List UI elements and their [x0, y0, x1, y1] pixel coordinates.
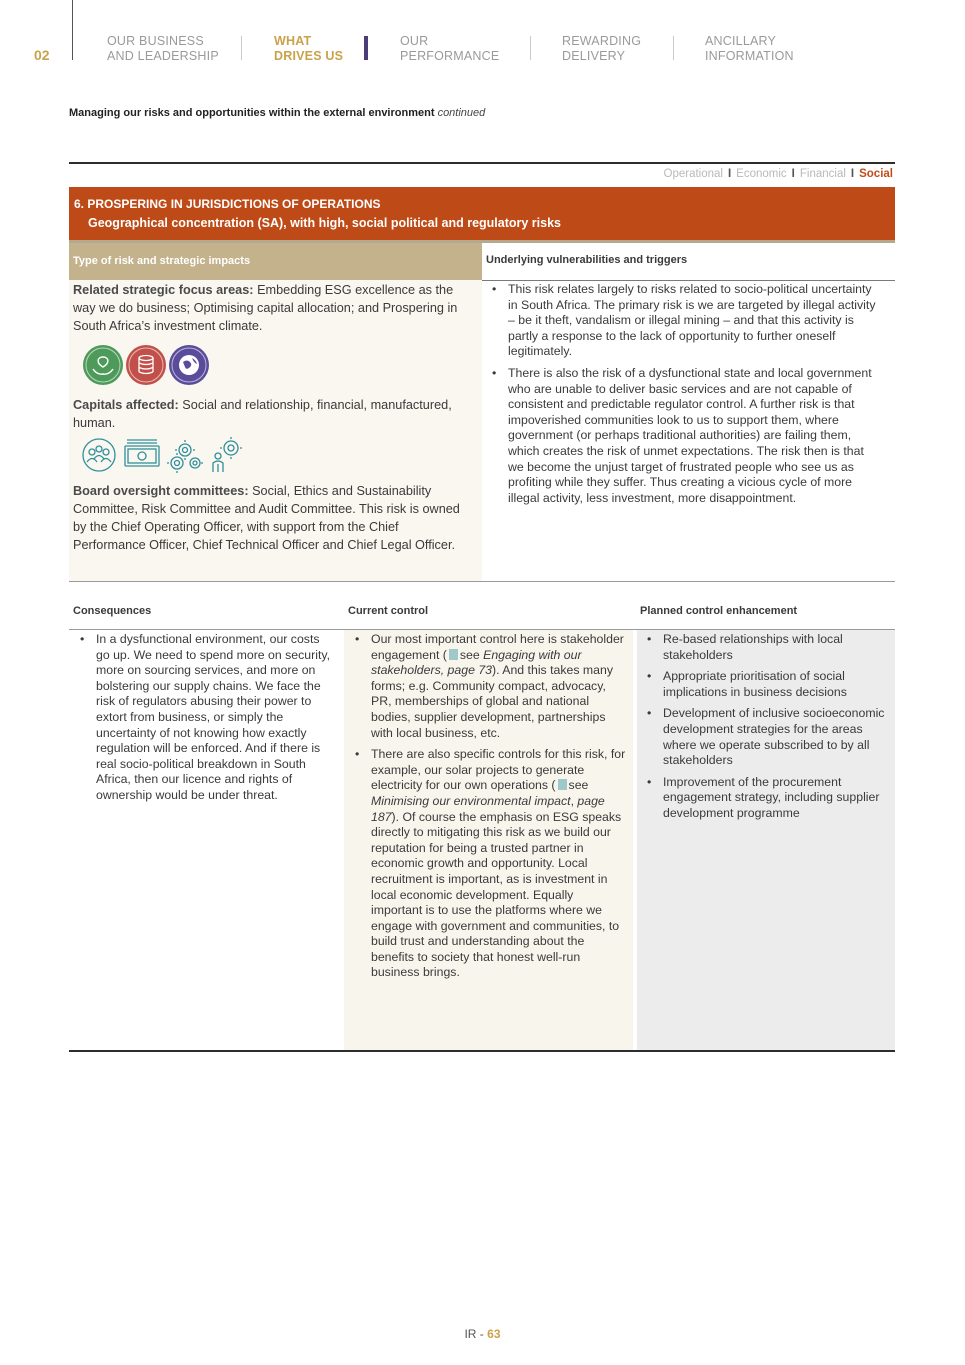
person-gear-icon: [213, 437, 242, 472]
table-bottom-rule: [69, 1050, 895, 1052]
nav-our-business[interactable]: OUR BUSINESS AND LEADERSHIP: [107, 34, 219, 63]
category-social: Social: [859, 168, 893, 180]
planned-control-header: Planned control enhancement: [640, 605, 798, 617]
divider: [72, 0, 73, 60]
focus-areas-value: Embedding ESG excellence as the way we do business; Optimising capital allocation; and Prospering in South Africa’s investment climate.: [73, 283, 458, 333]
capitals-affected-value: Social and relationship, financial, manufactured, human.: [73, 398, 452, 430]
consequences-header: Consequences: [73, 605, 152, 617]
board-oversight-text: [73, 482, 463, 554]
controls-header-rule: [69, 629, 895, 630]
category-economic: Economic: [736, 168, 787, 180]
focus-areas-text: [73, 281, 463, 335]
globe-icon: [169, 345, 209, 385]
risk-subtitle: Geographical concentration (SA), with high, social political and regulatory risks: [88, 216, 562, 230]
board-oversight-label: Board oversight committees:: [73, 484, 249, 498]
current-control-list: [349, 632, 627, 987]
type-of-risk-header-text: Type of risk and strategic impacts: [73, 255, 251, 267]
document-ref-icon: [558, 779, 567, 790]
type-of-risk-header: [69, 243, 482, 280]
section-title-text: Managing our risks and opportunities within the external environment: [69, 107, 435, 119]
focus-areas-label: Related strategic focus areas:: [73, 283, 254, 297]
table-top-rule: [69, 162, 895, 164]
risk-category-legend: [664, 168, 894, 180]
list-item: • There are also specific controls for this risk, for example, our solar projects to generate electricity for our own operations ( see Minimising our environmental impact, page 187). Of course the emphasis on ESG speaks directly to mitigating this risk as we build our reputation for being a trusted partner in economic growth and opportunity. Local recruitment is important, as is investment in local economic development. Equally important is to use the platforms where we engage with government and communities, to build trust and understanding about the benefits to society that honest well-run business brings.: [349, 747, 627, 981]
footer-page-number: 63: [487, 1327, 501, 1341]
nav-ancillary-information[interactable]: ANCILLARY INFORMATION: [705, 34, 794, 63]
coin-stack-icon: [126, 345, 166, 385]
see-label: see: [568, 778, 589, 793]
banknote-icon: [125, 440, 159, 466]
page-footer: [0, 1327, 965, 1341]
header-rule: [482, 280, 895, 281]
category-financial: Financial: [799, 168, 846, 180]
list-item: • This risk relates largely to risks related to socio-political uncertainty in South Africa. The primary risk is we are targeted by illegal activity – be it theft, vandalism or illegal mining – and that this activity is partly a response to the lack of opportunity to further oneself legitimately.: [486, 282, 881, 360]
hands-leaf-icon: [83, 345, 123, 385]
current-control-header: Current control: [348, 605, 429, 617]
nav-separator: [673, 36, 674, 60]
list-item: • Appropriate prioritisation of social implications in business decisions: [641, 669, 886, 700]
board-oversight-value: Social, Ethics and Sustainability Committee, Risk Committee and Audit Committee. This risk is owned by the Chief Operating Officer, with support from the Chief Performance Officer, Chief Technical Officer and Chief Legal Officer.: [73, 484, 460, 552]
section-title-suffix: continued: [437, 107, 486, 119]
list-item: [349, 632, 627, 741]
nav-separator: [530, 36, 531, 60]
nav-separator: [241, 36, 242, 60]
list-item: • Development of inclusive socioeconomic development strategies for the areas where we operate subscribed to by all stakeholders: [641, 706, 886, 768]
list-item: • Improvement of the procurement engagement strategy, including supplier development programme: [641, 775, 886, 822]
capitals-affected-text: [73, 396, 463, 432]
category-operational: Operational: [663, 168, 723, 180]
page-reference-link[interactable]: Engaging with our stakeholders, page 73: [371, 647, 582, 678]
document-ref-icon: [449, 649, 458, 660]
category-separator: I: [727, 168, 732, 180]
current-control-text: There are also specific controls for this risk, for example, our solar projects to generate electricity for our own operations (: [371, 747, 626, 793]
category-separator: I: [850, 168, 855, 180]
vulnerabilities-header: Underlying vulnerabilities and triggers: [486, 254, 688, 266]
page-reference-page[interactable]: page 187: [371, 793, 605, 824]
page-reference-link[interactable]: Minimising our environmental impact: [371, 793, 571, 808]
vulnerabilities-list: [486, 282, 881, 512]
nav-our-performance[interactable]: OUR PERFORMANCE: [400, 34, 500, 63]
nav-rewarding-delivery[interactable]: REWARDING DELIVERY: [562, 34, 642, 63]
section-title: [69, 107, 485, 119]
current-control-text: Our most important control here is stakeholder engagement (: [371, 632, 624, 662]
risk-title: 6. PROSPERING IN JURISDICTIONS OF OPERATIONS: [74, 197, 381, 211]
current-control-text: ). Of course the emphasis on ESG speaks directly to mitigating this risk as we build our reputation for being a trusted partner in economic growth and opportunity. Local recruitment is important, as is investment in local economic development. Equally important is to use the platforms where we engage with government and communities, to build trust and understanding about the benefits to society that honest well-run business brings.: [371, 809, 622, 980]
list-item: • In a dysfunctional environment, our costs go up. We need to spend more on security, more on sourcing services, and more on bolstering our supply chains. We face the risk of regulators abusing their power to extort from business, or simply the uncertainty of not knowing how exactly regulation will be enforced. And if there is real socio-political breakdown in South Africa, then our licence and rights of ownership would be under threat.: [74, 632, 332, 804]
row-divider: [69, 581, 895, 582]
category-separator: I: [791, 168, 795, 180]
capitals-affected-label: Capitals affected:: [73, 398, 179, 412]
list-item: • There is also the risk of a dysfunctional state and local government who are unable to deliver basic services and are not capable of consistent and predictable regulator control. A further risk is that impoverished communities look to us to support them, where government (or perhaps traditional authorities) are failing them, which creates the risk of unmet expectations. The risk then is that we become the unjust target of frustrated people who see us as profiting while they suffer. Thus creating a vicious cycle of more illegal activity, less investment, more disappointment.: [486, 366, 881, 506]
footer-prefix: IR -: [464, 1327, 484, 1341]
see-label: see: [459, 647, 480, 662]
nav-active-marker: [364, 36, 368, 60]
consequences-list: [74, 632, 332, 810]
gears-icon: [167, 440, 203, 473]
risk-banner: [69, 187, 895, 240]
capital-icons: [81, 436, 251, 474]
list-item: • Re-based relationships with local stakeholders: [641, 632, 886, 663]
focus-area-icons: [83, 345, 213, 389]
people-circle-icon: [83, 439, 115, 471]
current-control-text: ). And this takes many forms; e.g. Community compact, advocacy, PR, memberships of global and national bodies, supplier development, partnerships with local business, etc.: [371, 663, 613, 740]
nav-what-drives-us[interactable]: WHAT DRIVES US: [274, 34, 344, 63]
section-number: 02: [34, 47, 50, 63]
planned-control-list: [641, 632, 886, 828]
